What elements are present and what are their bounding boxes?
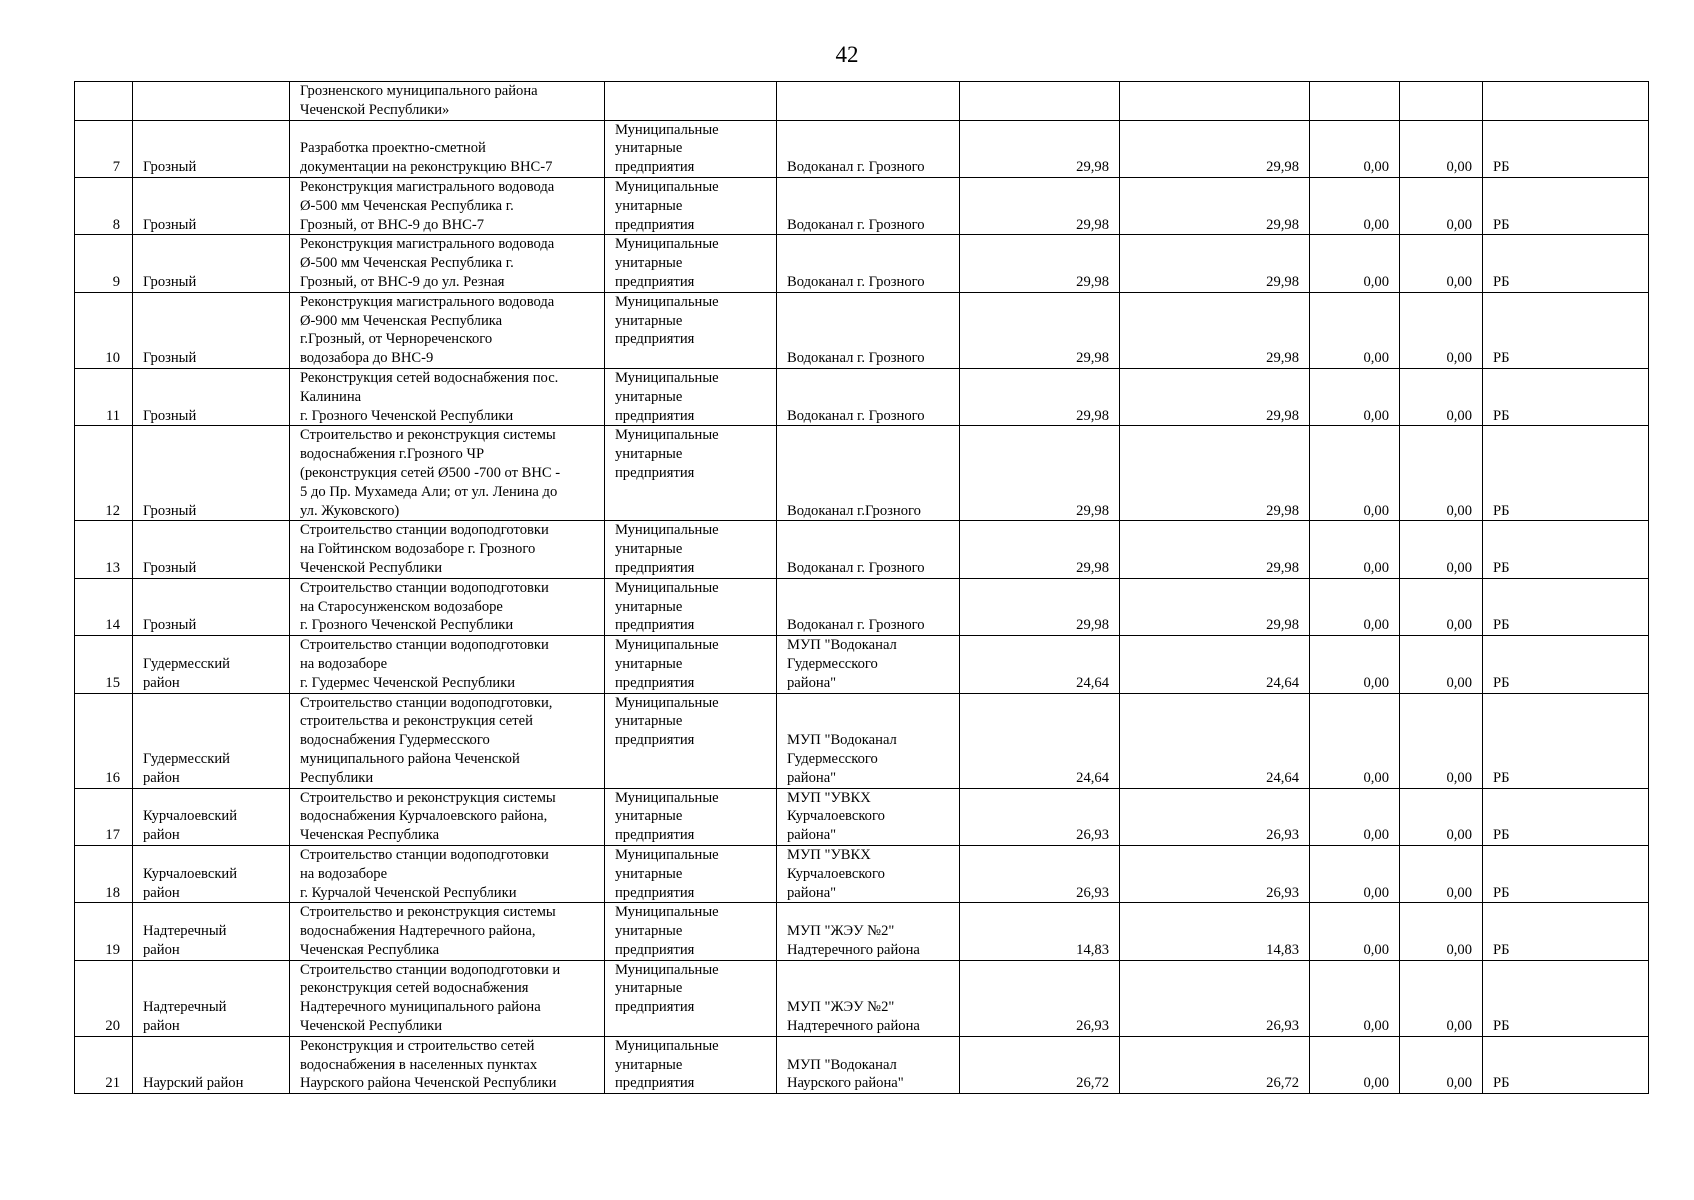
amount-cell-3: 0,00 (1310, 292, 1400, 368)
budget-amount-cell: 24,64 (1120, 636, 1310, 693)
organization-type-cell: Муниципальные унитарные предприятия (605, 120, 777, 177)
funding-source-cell: РБ (1483, 235, 1649, 292)
amount-cell-3: 0,00 (1310, 368, 1400, 425)
total-amount-cell: 14,83 (960, 903, 1120, 960)
amount-cell-3: 0,00 (1310, 788, 1400, 845)
budget-amount-cell: 29,98 (1120, 235, 1310, 292)
table-row (75, 235, 1649, 292)
location-cell: Надтеречный район (133, 903, 290, 960)
budget-amount-cell: 26,72 (1120, 1036, 1310, 1093)
organization-type-cell: Муниципальные унитарные предприятия (605, 693, 777, 788)
table-row (75, 636, 1649, 693)
total-amount-cell: 29,98 (960, 235, 1120, 292)
total-amount-cell: 29,98 (960, 177, 1120, 234)
row-number-cell: 8 (75, 177, 133, 234)
row-number-cell: 15 (75, 636, 133, 693)
amount-cell-4: 0,00 (1400, 521, 1483, 578)
organization-type-cell: Муниципальные унитарные предприятия (605, 636, 777, 693)
project-cell: Строительство станции водоподготовки на водозаборе г. Курчалой Чеченской Республики (290, 845, 605, 902)
organization-type-cell: Муниципальные унитарные предприятия (605, 845, 777, 902)
organization-type-cell: Муниципальные унитарные предприятия (605, 1036, 777, 1093)
location-cell: Гудермесский район (133, 636, 290, 693)
table-row (75, 120, 1649, 177)
executor-cell: Водоканал г. Грозного (777, 292, 960, 368)
executor-cell: МУП "Водоканал Гудермесского района" (777, 693, 960, 788)
amount-cell-4: 0,00 (1400, 368, 1483, 425)
budget-amount-cell: 29,98 (1120, 120, 1310, 177)
table-row (75, 845, 1649, 902)
organization-type-cell: Муниципальные унитарные предприятия (605, 235, 777, 292)
organization-type-cell: Муниципальные унитарные предприятия (605, 788, 777, 845)
table-row (75, 177, 1649, 234)
row-number-cell: 16 (75, 693, 133, 788)
row-number-cell: 11 (75, 368, 133, 425)
total-amount-cell: 29,98 (960, 120, 1120, 177)
location-cell: Грозный (133, 578, 290, 635)
executor-cell: Водоканал г. Грозного (777, 120, 960, 177)
row-number-cell: 9 (75, 235, 133, 292)
amount-cell-3: 0,00 (1310, 845, 1400, 902)
amount-cell-4: 0,00 (1400, 578, 1483, 635)
executor-cell: МУП "Водоканал Наурского района" (777, 1036, 960, 1093)
row-number-cell: 13 (75, 521, 133, 578)
total-amount-cell: 29,98 (960, 521, 1120, 578)
executor-cell: Водоканал г. Грозного (777, 521, 960, 578)
funding-source-cell: РБ (1483, 120, 1649, 177)
budget-amount-cell: 29,98 (1120, 177, 1310, 234)
amount-cell-4: 0,00 (1400, 177, 1483, 234)
budget-amount-cell: 26,93 (1120, 788, 1310, 845)
budget-amount-cell: 26,93 (1120, 960, 1310, 1036)
location-cell: Грозный (133, 426, 290, 521)
location-cell: Надтеречный район (133, 960, 290, 1036)
amount-cell-3: 0,00 (1310, 120, 1400, 177)
funding-source-cell: РБ (1483, 693, 1649, 788)
page-number: 42 (835, 42, 859, 67)
project-cell: Реконструкция магистрального водовода Ø-900 мм Чеченская Республика г.Грозный, от Чернореченского водозабора до ВНС-9 (290, 292, 605, 368)
amount-cell-4: 0,00 (1400, 120, 1483, 177)
project-cell: Строительство станции водоподготовки на Гойтинском водозаборе г. Грозного Чеченской Республики (290, 521, 605, 578)
funding-source-cell: РБ (1483, 1036, 1649, 1093)
row-number-cell: 10 (75, 292, 133, 368)
executor-cell: Водоканал г. Грозного (777, 578, 960, 635)
table-row (75, 903, 1649, 960)
total-amount-cell: 29,98 (960, 292, 1120, 368)
total-amount-cell: 29,98 (960, 426, 1120, 521)
row-number-cell: 7 (75, 120, 133, 177)
location-cell: Наурский район (133, 1036, 290, 1093)
executor-cell: МУП "ЖЭУ №2" Надтеречного района (777, 903, 960, 960)
table-row (75, 960, 1649, 1036)
location-cell: Грозный (133, 368, 290, 425)
project-cell: Реконструкция магистрального водовода Ø-500 мм Чеченская Республика г. Грозный, от ВНС-9 до ул. Резная (290, 235, 605, 292)
organization-type-cell: Муниципальные унитарные предприятия (605, 578, 777, 635)
budget-amount-cell: 26,93 (1120, 845, 1310, 902)
budget-amount-cell: 29,98 (1120, 426, 1310, 521)
amount-cell-4: 0,00 (1400, 1036, 1483, 1093)
location-cell: Курчалоевский район (133, 788, 290, 845)
executor-cell: МУП "ЖЭУ №2" Надтеречного района (777, 960, 960, 1036)
table-row-carryover (75, 82, 1649, 121)
total-amount-cell: 26,93 (960, 788, 1120, 845)
amount-cell-4: 0,00 (1400, 903, 1483, 960)
location-cell: Курчалоевский район (133, 845, 290, 902)
amount-cell-4: 0,00 (1400, 292, 1483, 368)
total-amount-cell: 29,98 (960, 578, 1120, 635)
table-row (75, 292, 1649, 368)
row-number-cell: 14 (75, 578, 133, 635)
location-cell: Грозный (133, 521, 290, 578)
total-amount-cell: 26,93 (960, 960, 1120, 1036)
organization-type-cell: Муниципальные унитарные предприятия (605, 426, 777, 521)
amount-cell-3: 0,00 (1310, 521, 1400, 578)
funding-source-cell: РБ (1483, 521, 1649, 578)
table-row (75, 426, 1649, 521)
location-cell: Гудермесский район (133, 693, 290, 788)
project-cell: Строительство станции водоподготовки и реконструкция сетей водоснабжения Надтеречного муниципального района Чеченской Республики (290, 960, 605, 1036)
amount-cell-4: 0,00 (1400, 845, 1483, 902)
total-amount-cell: 24,64 (960, 693, 1120, 788)
amount-cell-3: 0,00 (1310, 693, 1400, 788)
budget-amount-cell: 29,98 (1120, 292, 1310, 368)
table-row (75, 368, 1649, 425)
budget-amount-cell: 24,64 (1120, 693, 1310, 788)
project-cell: Строительство станции водоподготовки на Старосунженском водозаборе г. Грозного Чеченской Республики (290, 578, 605, 635)
row-number-cell: 19 (75, 903, 133, 960)
budget-amount-cell: 29,98 (1120, 578, 1310, 635)
executor-cell: МУП "Водоканал Гудермесского района" (777, 636, 960, 693)
project-cell: Строительство станции водоподготовки, строительства и реконструкция сетей водоснабжения Гудермесского муниципального района Чеченской Республики (290, 693, 605, 788)
funding-source-cell: РБ (1483, 960, 1649, 1036)
amount-cell-3: 0,00 (1310, 1036, 1400, 1093)
total-amount-cell: 29,98 (960, 368, 1120, 425)
amount-cell-3: 0,00 (1310, 903, 1400, 960)
row-number-cell: 20 (75, 960, 133, 1036)
organization-type-cell: Муниципальные унитарные предприятия (605, 368, 777, 425)
executor-cell: Водоканал г.Грозного (777, 426, 960, 521)
amount-cell-4: 0,00 (1400, 960, 1483, 1036)
row-number-cell: 21 (75, 1036, 133, 1093)
project-cell: Разработка проектно-сметной документации на реконструкцию ВНС-7 (290, 120, 605, 177)
funding-source-cell: РБ (1483, 177, 1649, 234)
budget-amount-cell: 29,98 (1120, 521, 1310, 578)
organization-type-cell: Муниципальные унитарные предприятия (605, 521, 777, 578)
location-cell: Грозный (133, 177, 290, 234)
table-row (75, 693, 1649, 788)
project-cell: Грозненского муниципального района Чеченской Республики» (290, 82, 605, 121)
amount-cell-3: 0,00 (1310, 177, 1400, 234)
funding-source-cell: РБ (1483, 578, 1649, 635)
executor-cell: МУП "УВКХ Курчалоевского района" (777, 788, 960, 845)
project-cell: Реконструкция магистрального водовода Ø-500 мм Чеченская Республика г. Грозный, от ВНС-9 до ВНС-7 (290, 177, 605, 234)
project-cell: Реконструкция сетей водоснабжения пос. Калинина г. Грозного Чеченской Республики (290, 368, 605, 425)
organization-type-cell: Муниципальные унитарные предприятия (605, 903, 777, 960)
projects-table (74, 81, 1649, 1094)
amount-cell-3: 0,00 (1310, 578, 1400, 635)
project-cell: Строительство и реконструкция системы водоснабжения Надтеречного района, Чеченская Республика (290, 903, 605, 960)
row-number-cell: 18 (75, 845, 133, 902)
organization-type-cell: Муниципальные унитарные предприятия (605, 177, 777, 234)
total-amount-cell: 26,93 (960, 845, 1120, 902)
amount-cell-3: 0,00 (1310, 960, 1400, 1036)
funding-source-cell: РБ (1483, 845, 1649, 902)
amount-cell-4: 0,00 (1400, 235, 1483, 292)
executor-cell: Водоканал г. Грозного (777, 177, 960, 234)
table-row (75, 1036, 1649, 1093)
amount-cell-4: 0,00 (1400, 788, 1483, 845)
budget-amount-cell: 14,83 (1120, 903, 1310, 960)
amount-cell-4: 0,00 (1400, 636, 1483, 693)
table-row (75, 578, 1649, 635)
location-cell: Грозный (133, 120, 290, 177)
executor-cell: МУП "УВКХ Курчалоевского района" (777, 845, 960, 902)
amount-cell-3: 0,00 (1310, 636, 1400, 693)
amount-cell-3: 0,00 (1310, 426, 1400, 521)
project-cell: Строительство и реконструкция системы водоснабжения г.Грозного ЧР (реконструкция сетей Ø500 -700 от ВНС - 5 до Пр. Мухамеда Али; от ул. Ленина до ул. Жуковского) (290, 426, 605, 521)
executor-cell: Водоканал г. Грозного (777, 235, 960, 292)
location-cell: Грозный (133, 292, 290, 368)
row-number-cell: 12 (75, 426, 133, 521)
project-cell: Строительство и реконструкция системы водоснабжения Курчалоевского района, Чеченская Республика (290, 788, 605, 845)
amount-cell-3: 0,00 (1310, 235, 1400, 292)
amount-cell-4: 0,00 (1400, 693, 1483, 788)
project-cell: Реконструкция и строительство сетей водоснабжения в населенных пунктах Наурского района Чеченской Республики (290, 1036, 605, 1093)
table-row (75, 788, 1649, 845)
funding-source-cell: РБ (1483, 788, 1649, 845)
amount-cell-4: 0,00 (1400, 426, 1483, 521)
project-cell: Строительство станции водоподготовки на водозаборе г. Гудермес Чеченской Республики (290, 636, 605, 693)
funding-source-cell: РБ (1483, 636, 1649, 693)
organization-type-cell: Муниципальные унитарные предприятия (605, 292, 777, 368)
row-number-cell: 17 (75, 788, 133, 845)
funding-source-cell: РБ (1483, 292, 1649, 368)
total-amount-cell: 26,72 (960, 1036, 1120, 1093)
location-cell: Грозный (133, 235, 290, 292)
funding-source-cell: РБ (1483, 903, 1649, 960)
executor-cell: Водоканал г. Грозного (777, 368, 960, 425)
table-row (75, 521, 1649, 578)
budget-amount-cell: 29,98 (1120, 368, 1310, 425)
organization-type-cell: Муниципальные унитарные предприятия (605, 960, 777, 1036)
funding-source-cell: РБ (1483, 426, 1649, 521)
total-amount-cell: 24,64 (960, 636, 1120, 693)
funding-source-cell: РБ (1483, 368, 1649, 425)
